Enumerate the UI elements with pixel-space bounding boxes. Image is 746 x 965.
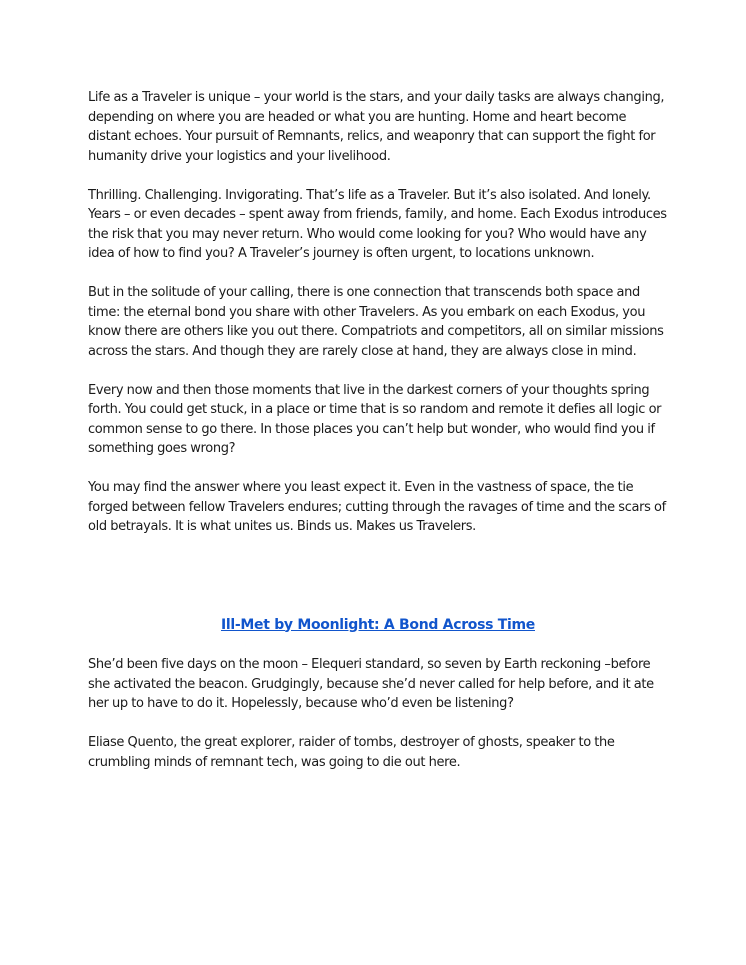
paragraph-spacer bbox=[88, 636, 668, 656]
story-paragraph-2: Eliase Quento, the great explorer, raider of tombs, destroyer of ghosts, speaker to the crumbling minds of remnant tech, was going to die out here. bbox=[88, 735, 615, 770]
story-title-link[interactable]: Ill-Met by Moonlight: A Bond Across Time bbox=[220, 616, 535, 633]
intro-paragraph-4: Every now and then those moments that live in the darkest corners of your thoughts spring forth. You could get stuck, in a place or time that is so random and remote it defies all logic or common sense to go there. In those places you can’t help but wonder, who would find you if something goes wrong? bbox=[88, 382, 662, 456]
intro-paragraph-1: Life as a Traveler is unique – your world is the stars, and your daily tasks are always changing, depending on where you are headed or what you are hunting. Home and heart become distant echoes. Your pursuit of Remnants, relics, and weaponry that can support the fight for humanity drive your logistics and your livelihood. bbox=[88, 90, 665, 164]
story-title bbox=[88, 615, 668, 636]
section-spacer bbox=[88, 537, 668, 615]
intro-paragraph-3: But in the solitude of your calling, there is one connection that transcends both space and time: the eternal bond you share with other Travelers. As you embark on each Exodus, you know there are others like you out there. Compatriots and competitors, all on similar missions across the stars. And though they are rarely close at hand, they are always close in mind. bbox=[88, 285, 664, 359]
document-page bbox=[88, 88, 668, 772]
paragraph-spacer bbox=[88, 361, 668, 381]
paragraph-spacer bbox=[88, 459, 668, 479]
story-paragraph-1: She’d been five days on the moon – Elequeri standard, so seven by Earth reckoning –before she activated the beacon. Grudgingly, because she’d never called for help before, and it ate her up to have to do it. Hopelessly, because who’d even be listening? bbox=[88, 657, 654, 711]
intro-paragraph-2: Thrilling. Challenging. Invigorating. That’s life as a Traveler. But it’s also isolated. And lonely. Years – or even decades – spent away from friends, family, and home. Each Exodus introduces the risk that you may never return. Who would come looking for you? Who would have any idea of how to find you? A Traveler’s journey is often urgent, to locations unknown. bbox=[88, 187, 667, 261]
paragraph-spacer bbox=[88, 166, 668, 186]
paragraph-spacer bbox=[88, 714, 668, 734]
paragraph-spacer bbox=[88, 264, 668, 284]
intro-paragraph-5: You may find the answer where you least expect it. Even in the vastness of space, the tie forged between fellow Travelers endures; cutting through the ravages of time and the scars of old betrayals. It is what unites us. Binds us. Makes us Travelers. bbox=[88, 480, 666, 534]
